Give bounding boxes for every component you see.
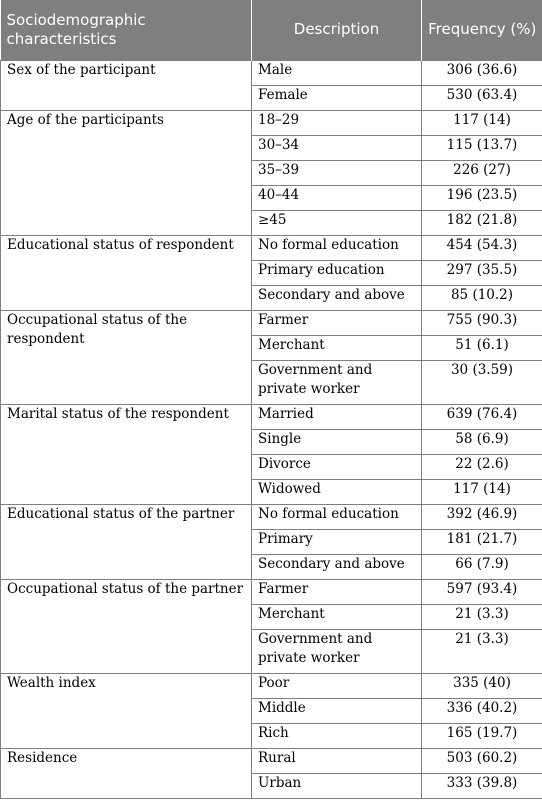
frequency-cell: 117 (14) <box>422 479 542 504</box>
group-label: Residence <box>1 748 252 798</box>
frequency-cell: 165 (19.7) <box>422 723 542 748</box>
frequency-cell: 182 (21.8) <box>422 210 542 235</box>
frequency-cell: 181 (21.7) <box>422 529 542 554</box>
table-row <box>1 110 542 135</box>
header-row <box>1 0 542 60</box>
table-row <box>1 579 542 604</box>
frequency-cell: 66 (7.9) <box>422 554 542 579</box>
group-label: Wealth index <box>1 673 252 748</box>
description-cell: Government and private worker <box>252 629 422 673</box>
description-cell: Farmer <box>252 310 422 335</box>
description-cell: Married <box>252 404 422 429</box>
frequency-cell: 639 (76.4) <box>422 404 542 429</box>
table-row <box>1 235 542 260</box>
frequency-cell: 530 (63.4) <box>422 85 542 110</box>
description-cell: Farmer <box>252 579 422 604</box>
frequency-cell: 392 (46.9) <box>422 504 542 529</box>
description-cell: No formal education <box>252 504 422 529</box>
description-cell: Primary <box>252 529 422 554</box>
description-cell: Secondary and above <box>252 554 422 579</box>
frequency-cell: 196 (23.5) <box>422 185 542 210</box>
frequency-cell: 226 (27) <box>422 160 542 185</box>
frequency-cell: 454 (54.3) <box>422 235 542 260</box>
description-cell: No formal education <box>252 235 422 260</box>
description-cell: ≥45 <box>252 210 422 235</box>
frequency-cell: 306 (36.6) <box>422 60 542 85</box>
group-label: Occupational status of the respondent <box>1 310 252 404</box>
table-row <box>1 404 542 429</box>
description-cell: 40–44 <box>252 185 422 210</box>
description-cell: Rural <box>252 748 422 773</box>
frequency-cell: 22 (2.6) <box>422 454 542 479</box>
header-frequency: Frequency (%) <box>422 0 542 60</box>
header-characteristics: Sociodemographic characteristics <box>1 0 252 60</box>
description-cell: Merchant <box>252 335 422 360</box>
description-cell: Middle <box>252 698 422 723</box>
description-cell: Divorce <box>252 454 422 479</box>
description-cell: Poor <box>252 673 422 698</box>
frequency-cell: 597 (93.4) <box>422 579 542 604</box>
group-label: Sex of the participant <box>1 60 252 110</box>
table-row <box>1 310 542 335</box>
description-cell: Rich <box>252 723 422 748</box>
frequency-cell: 85 (10.2) <box>422 285 542 310</box>
frequency-cell: 755 (90.3) <box>422 310 542 335</box>
group-label: Educational status of the partner <box>1 504 252 579</box>
description-cell: Male <box>252 60 422 85</box>
description-cell: 18–29 <box>252 110 422 135</box>
frequency-cell: 58 (6.9) <box>422 429 542 454</box>
frequency-cell: 21 (3.3) <box>422 604 542 629</box>
frequency-cell: 117 (14) <box>422 110 542 135</box>
description-cell: 35–39 <box>252 160 422 185</box>
header-description: Description <box>252 0 422 60</box>
frequency-cell: 503 (60.2) <box>422 748 542 773</box>
description-cell: Widowed <box>252 479 422 504</box>
description-cell: Secondary and above <box>252 285 422 310</box>
frequency-cell: 21 (3.3) <box>422 629 542 673</box>
table-row <box>1 504 542 529</box>
frequency-cell: 30 (3.59) <box>422 360 542 404</box>
group-label: Occupational status of the partner <box>1 579 252 673</box>
description-cell: Government and private worker <box>252 360 422 404</box>
group-label: Marital status of the respondent <box>1 404 252 504</box>
description-cell: Female <box>252 85 422 110</box>
frequency-cell: 336 (40.2) <box>422 698 542 723</box>
group-label: Age of the participants <box>1 110 252 235</box>
table-row <box>1 748 542 773</box>
description-cell: Merchant <box>252 604 422 629</box>
description-cell: Primary education <box>252 260 422 285</box>
description-cell: 30–34 <box>252 135 422 160</box>
description-cell: Urban <box>252 773 422 798</box>
group-label: Educational status of respondent <box>1 235 252 310</box>
description-cell: Single <box>252 429 422 454</box>
table-row <box>1 673 542 698</box>
frequency-cell: 333 (39.8) <box>422 773 542 798</box>
frequency-cell: 115 (13.7) <box>422 135 542 160</box>
frequency-cell: 335 (40) <box>422 673 542 698</box>
frequency-cell: 51 (6.1) <box>422 335 542 360</box>
table-row <box>1 60 542 85</box>
frequency-cell: 297 (35.5) <box>422 260 542 285</box>
